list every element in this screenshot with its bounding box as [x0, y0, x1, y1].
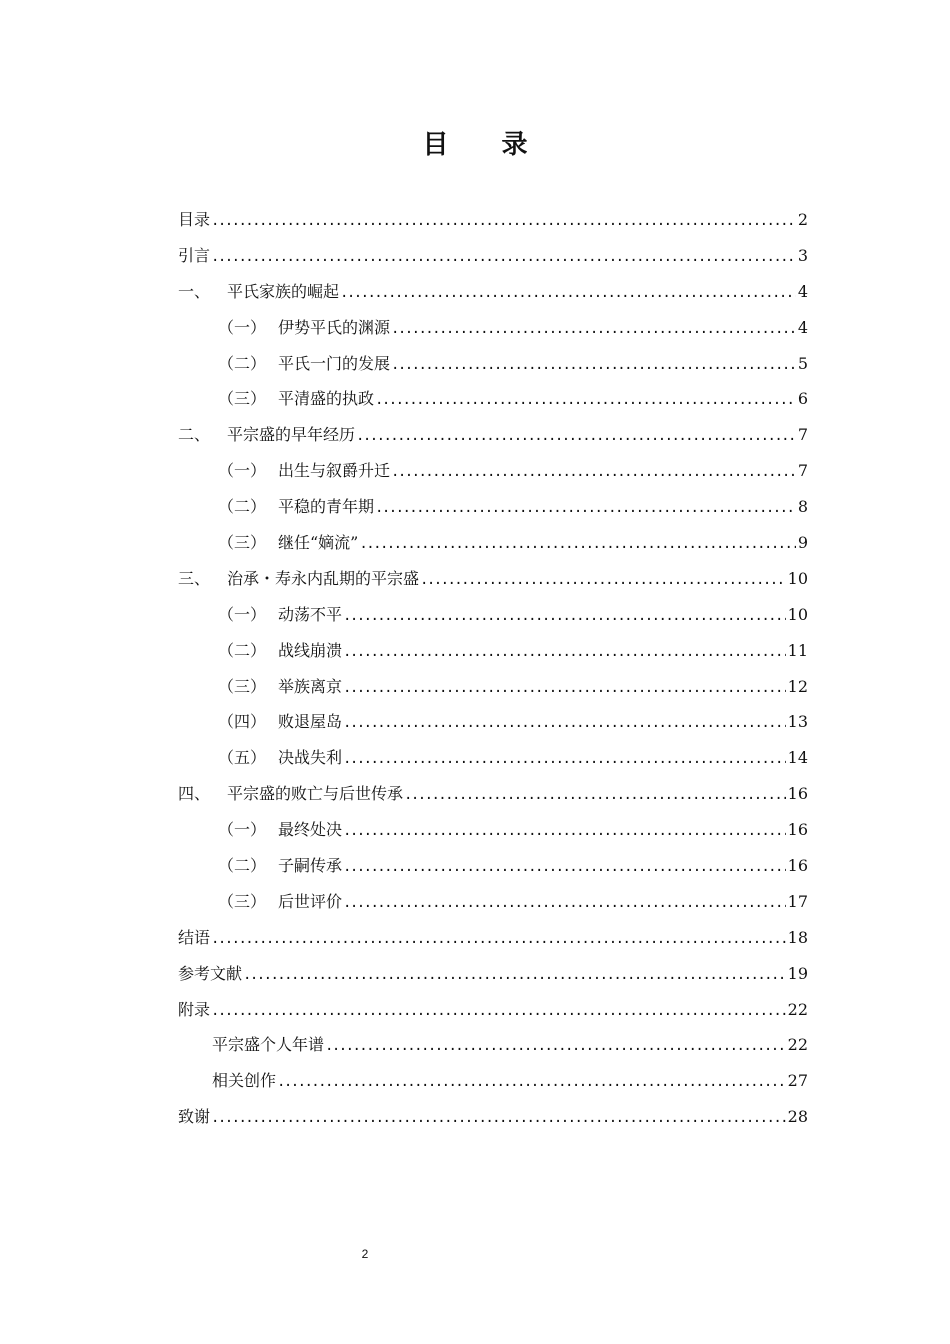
toc-entry-page: 10: [787, 568, 808, 588]
toc-entry-title: 相关创作: [212, 1071, 277, 1091]
toc-entry-page: 12: [787, 676, 808, 696]
toc-entry-title: 后世评价: [278, 891, 343, 911]
toc-entry-title: 致谢: [178, 1107, 211, 1127]
toc-entry-number: （一）: [218, 317, 267, 337]
toc-entry-title: 平宗盛的早年经历: [227, 425, 356, 445]
toc-entry-title: 平宗盛个人年谱: [212, 1035, 325, 1055]
toc-entry-title: 继任“嫡流”: [278, 533, 359, 553]
toc-entry[interactable]: [178, 525, 808, 561]
toc-entry-page: 17: [787, 891, 808, 911]
toc-dot-leader: [325, 1029, 786, 1065]
toc-entry[interactable]: [178, 310, 808, 346]
toc-entry-title: 治承・寿永内乱期的平宗盛: [227, 568, 420, 588]
toc-entry-number: （五）: [218, 748, 267, 768]
toc-entry-page: 2: [797, 210, 808, 229]
toc-entry-title: 结语: [178, 927, 211, 947]
toc-entry-number: 四、: [178, 784, 211, 804]
toc-entry-page: 28: [787, 1107, 808, 1127]
toc-dot-leader: [211, 204, 796, 240]
toc-entry-page: 6: [797, 389, 808, 409]
toc-entry-page: 9: [797, 533, 808, 553]
toc-entry-number: （三）: [218, 676, 267, 696]
toc-entry-title: 目录: [178, 210, 211, 229]
toc-entry[interactable]: [178, 238, 808, 274]
toc-entry[interactable]: [178, 346, 808, 382]
toc-dot-leader: [243, 958, 786, 994]
toc-entry[interactable]: [178, 1099, 808, 1135]
toc-entry[interactable]: [178, 812, 808, 848]
toc-entry-number: 三、: [178, 568, 211, 588]
toc-entry[interactable]: [178, 453, 808, 489]
toc-entry-page: 16: [787, 784, 808, 804]
toc-entry-page: 8: [797, 497, 808, 517]
toc-dot-leader: [420, 563, 786, 599]
toc-entry-page: 13: [787, 712, 808, 732]
toc-entry[interactable]: [178, 776, 808, 812]
toc-entry-number: 二、: [178, 425, 211, 445]
toc-entry[interactable]: [178, 956, 808, 992]
toc-entry-title: 败退屋岛: [278, 712, 343, 732]
toc-entry-title: 子嗣传承: [278, 856, 343, 876]
toc-entry[interactable]: [178, 1063, 808, 1099]
toc-dot-leader: [343, 814, 786, 850]
toc-entry[interactable]: [178, 489, 808, 525]
toc-entry-title: 引言: [178, 245, 211, 265]
toc-entry-title: 最终处决: [278, 820, 343, 840]
toc-title: 目 录: [422, 130, 550, 160]
toc-entry-page: 18: [787, 927, 808, 947]
toc-entry-title: 附录: [178, 999, 211, 1019]
toc-entry-page: 5: [797, 353, 808, 373]
toc-entry[interactable]: [178, 597, 808, 633]
toc-entry-number: 一、: [178, 281, 211, 301]
toc-entry[interactable]: [178, 381, 808, 417]
toc-entry-title: 战线崩溃: [278, 640, 343, 660]
toc-entry-title: 平宗盛的败亡与后世传承: [227, 784, 404, 804]
toc-entry-number: （三）: [218, 389, 267, 409]
toc-entry-number: （三）: [218, 891, 267, 911]
toc-entry[interactable]: [178, 920, 808, 956]
toc-dot-leader: [211, 994, 786, 1030]
toc-entry-number: （二）: [218, 640, 267, 660]
toc-entry-page: 22: [787, 999, 808, 1019]
toc-dot-leader: [343, 850, 786, 886]
toc-dot-leader: [391, 312, 796, 348]
toc-entry[interactable]: [178, 669, 808, 705]
toc-dot-leader: [359, 527, 795, 563]
toc-entry-page: 7: [797, 461, 808, 481]
toc-entry-title: 平稳的青年期: [278, 497, 375, 517]
toc-dot-leader: [211, 922, 786, 958]
toc-dot-leader: [343, 599, 786, 635]
toc-entry-number: （四）: [218, 712, 267, 732]
toc-entry-page: 22: [787, 1035, 808, 1055]
toc-dot-leader: [343, 886, 786, 922]
toc-entry-page: 4: [797, 317, 808, 337]
toc-dot-leader: [340, 276, 796, 312]
toc-dot-leader: [375, 491, 796, 527]
toc-entry[interactable]: [178, 704, 808, 740]
toc-entry-page: 14: [787, 748, 808, 768]
toc-dot-leader: [277, 1065, 786, 1101]
toc-entry-page: 10: [787, 604, 808, 624]
toc-entry-number: （一）: [218, 604, 267, 624]
toc-dot-leader: [343, 742, 786, 778]
toc-entry-title: 参考文献: [178, 963, 243, 983]
page-number: 2: [361, 1247, 369, 1261]
toc-dot-leader: [343, 635, 786, 671]
toc-entry[interactable]: [178, 1027, 808, 1063]
toc-entry-title: 平氏一门的发展: [278, 353, 391, 373]
toc-entry-page: 7: [797, 425, 808, 445]
toc-entry-number: （二）: [218, 353, 267, 373]
toc-entry-title: 动荡不平: [278, 604, 343, 624]
toc-dot-leader: [211, 240, 796, 276]
toc-dot-leader: [343, 671, 786, 707]
toc-list: [178, 202, 808, 1135]
toc-entry-title: 出生与叙爵升迁: [278, 461, 391, 481]
toc-entry-number: （二）: [218, 856, 267, 876]
toc-entry-page: 27: [787, 1071, 808, 1091]
toc-entry-title: 平清盛的执政: [278, 389, 375, 409]
toc-entry[interactable]: [178, 848, 808, 884]
toc-entry-number: （三）: [218, 533, 267, 553]
toc-entry[interactable]: [178, 992, 808, 1028]
toc-dot-leader: [211, 1101, 786, 1137]
toc-dot-leader: [391, 348, 796, 384]
toc-entry-title: 决战失利: [278, 748, 343, 768]
toc-entry[interactable]: [178, 633, 808, 669]
toc-entry-title: 伊势平氏的渊源: [278, 317, 391, 337]
toc-entry-title: 平氏家族的崛起: [227, 281, 340, 301]
toc-entry-title: 举族离京: [278, 676, 343, 696]
toc-entry-number: （一）: [218, 461, 267, 481]
toc-dot-leader: [356, 419, 796, 455]
toc-entry-page: 19: [787, 963, 808, 983]
toc-entry[interactable]: [178, 202, 808, 238]
toc-entry[interactable]: [178, 561, 808, 597]
toc-entry-page: 16: [787, 820, 808, 840]
toc-entry[interactable]: [178, 740, 808, 776]
toc-entry[interactable]: [178, 274, 808, 310]
toc-entry-number: （一）: [218, 820, 267, 840]
toc-dot-leader: [343, 706, 786, 742]
toc-entry-page: 3: [797, 245, 808, 265]
toc-dot-leader: [404, 778, 786, 814]
toc-entry[interactable]: [178, 884, 808, 920]
toc-entry-page: 16: [787, 856, 808, 876]
toc-entry-page: 11: [787, 640, 808, 660]
toc-entry[interactable]: [178, 417, 808, 453]
toc-entry-number: （二）: [218, 497, 267, 517]
toc-dot-leader: [375, 383, 796, 419]
toc-dot-leader: [391, 455, 796, 491]
toc-entry-page: 4: [797, 281, 808, 301]
